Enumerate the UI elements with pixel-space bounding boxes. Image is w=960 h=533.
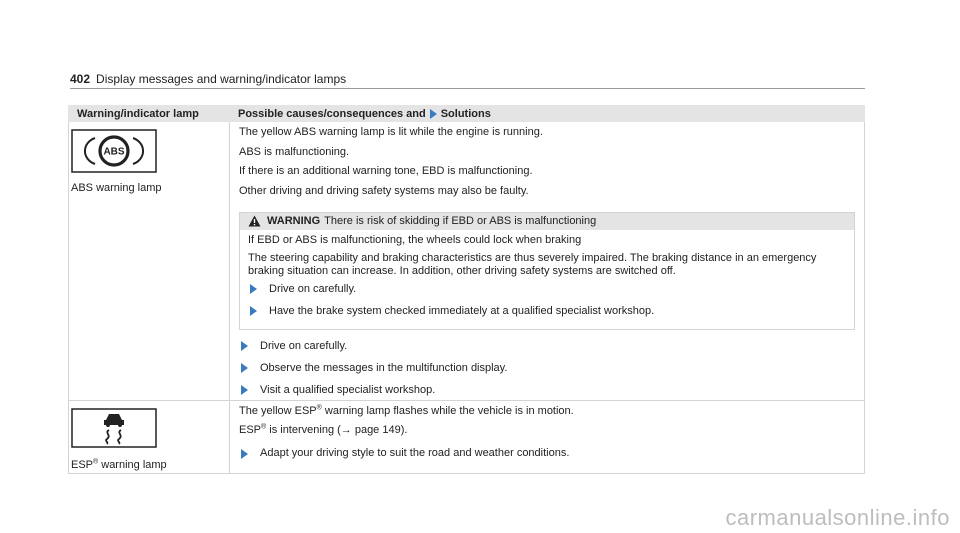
table-row-esp (68, 401, 865, 475)
registered-mark: ® (316, 403, 322, 411)
warning-triangle-icon (248, 215, 261, 227)
esp-text-1 (239, 405, 855, 418)
abs-step-1 (239, 340, 855, 353)
registered-mark: ® (261, 423, 267, 431)
abs-step-2 (239, 362, 855, 375)
col-lamp-header: Warning/indicator lamp (77, 107, 199, 120)
warning-title: WARNING (267, 215, 321, 227)
esp-step-1 (239, 447, 855, 460)
warning-text-2: The steering capability and braking characteristics are thus severely impaired. The braking distance in an emergency braking situation can increase. In addition, other driving safety systems are switched off. (248, 251, 817, 277)
warning-box (239, 212, 855, 330)
warning-step-1-text: Drive on carefully. (269, 282, 357, 295)
arrow-icon (241, 449, 248, 459)
abs-text-1: The yellow ABS warning lamp is lit while the engine is running. (239, 126, 543, 138)
esp-text-1a: The yellow ESP (239, 404, 317, 417)
esp-label-b: warning lamp (98, 458, 167, 471)
abs-step-1-text: Drive on carefully. (260, 339, 348, 352)
col-solutions-header (229, 108, 491, 120)
page-header-title: Display messages and warning/indicator lamps (96, 72, 347, 86)
abs-icon-text: ABS (103, 146, 125, 158)
warning-header (240, 213, 854, 230)
lamp-table (68, 105, 865, 474)
warning-body (240, 230, 854, 329)
page-header (70, 72, 346, 86)
lamp-cell-abs (69, 122, 230, 400)
warning-step-2 (248, 305, 844, 318)
esp-step-1-text: Adapt your driving style to suit the road and weather conditions. (260, 447, 570, 459)
lamp-cell-esp (69, 401, 230, 474)
watermark: carmanualsonline.info (725, 505, 950, 530)
table-row-abs (68, 122, 865, 401)
abs-text-2: ABS is malfunctioning. (239, 145, 350, 158)
header-divider (70, 88, 865, 89)
arrow-icon (250, 306, 257, 316)
arrow-icon (241, 341, 248, 351)
col-solutions-label: Solutions (440, 107, 491, 120)
abs-step-3-text: Visit a qualified specialist workshop. (260, 383, 436, 396)
esp-text-2 (239, 424, 855, 437)
page-number: 402 (70, 72, 91, 86)
table-header (68, 105, 865, 122)
esp-label-a: ESP (71, 458, 94, 471)
esp-lamp-label (71, 459, 229, 471)
esp-text-2b: is intervening (→ page 149). (266, 424, 408, 436)
esp-text-2a: ESP (239, 424, 262, 436)
arrow-icon (250, 284, 257, 294)
warning-step-2-text: Have the brake system checked immediately at a qualified specialist workshop. (269, 304, 655, 317)
abs-step-2-text: Observe the messages in the multifunction display. (260, 361, 508, 374)
arrow-icon (241, 363, 248, 373)
esp-text-1b: warning lamp flashes while the vehicle is in motion. (321, 404, 574, 417)
abs-text-4: Other driving and driving safety systems may also be faulty. (239, 184, 529, 197)
abs-text-3: If there is an additional warning tone, EBD is malfunctioning. (239, 165, 533, 177)
warning-step-1 (248, 283, 844, 296)
col-causes-header: Possible causes/consequences and (238, 107, 426, 120)
esp-solutions-cell (230, 401, 864, 474)
arrow-icon (241, 385, 248, 395)
abs-warning-lamp-icon (71, 129, 157, 173)
warning-text-1: If EBD or ABS is malfunctioning, the wheels could lock when braking (248, 233, 582, 246)
esp-warning-lamp-icon (71, 408, 157, 448)
abs-step-3 (239, 384, 855, 397)
abs-solutions-cell (230, 122, 864, 400)
arrow-icon (430, 109, 437, 119)
abs-lamp-label: ABS warning lamp (71, 182, 162, 194)
warning-subtitle: There is risk of skidding if EBD or ABS is malfunctioning (324, 215, 597, 227)
registered-mark: ® (93, 457, 99, 465)
